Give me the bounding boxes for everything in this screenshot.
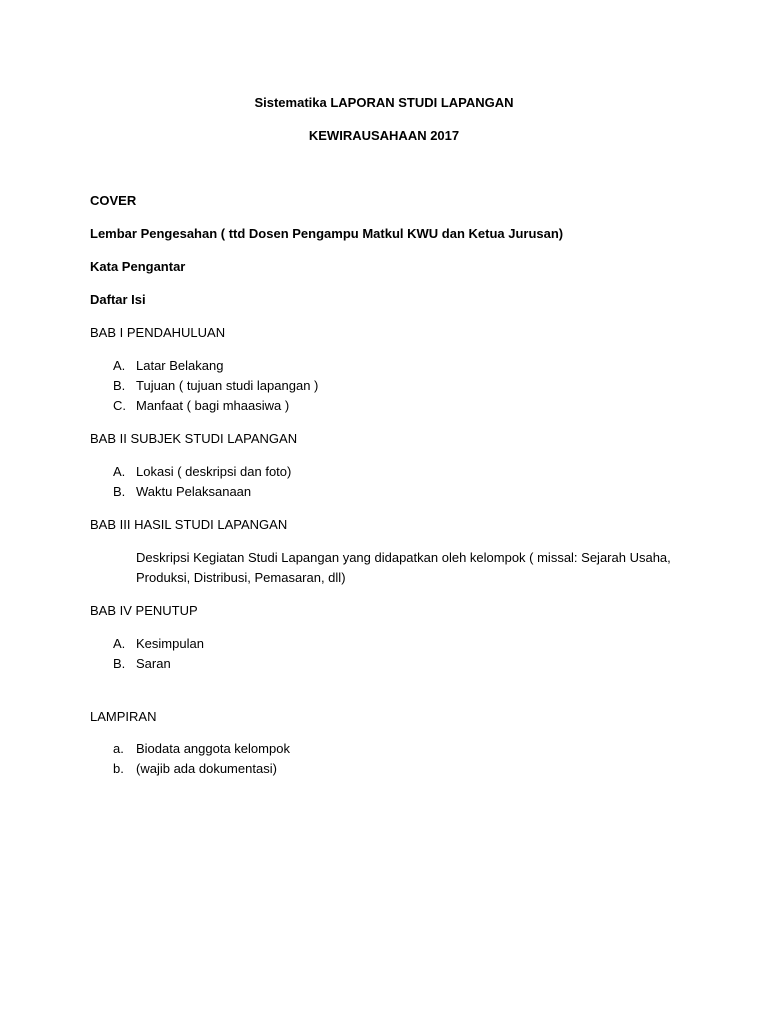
daftar-isi-heading: Daftar Isi xyxy=(90,292,146,307)
list-text: Biodata anggota kelompok xyxy=(136,741,290,756)
list-text: Latar Belakang xyxy=(136,358,224,373)
list-text: (wajib ada dokumentasi) xyxy=(136,761,277,776)
document-subtitle: KEWIRAUSAHAAN 2017 xyxy=(308,128,460,143)
list-text: Saran xyxy=(136,656,171,671)
paragraph-line: Deskripsi Kegiatan Studi Lapangan yang didapatkan oleh kelompok ( missal: Sejarah Usaha, xyxy=(136,550,671,565)
list-marker: B. xyxy=(113,484,126,499)
list-marker: A. xyxy=(113,636,126,651)
list-text: Kesimpulan xyxy=(136,636,204,651)
bab1-heading: BAB I PENDAHULUAN xyxy=(90,325,226,340)
list-marker: B. xyxy=(113,656,126,671)
list-marker: A. xyxy=(113,464,126,479)
list-marker: C. xyxy=(113,398,126,413)
list-marker: b. xyxy=(113,761,124,776)
paragraph-line: Produksi, Distribusi, Pemasaran, dll) xyxy=(136,570,346,585)
lampiran-heading: LAMPIRAN xyxy=(90,709,157,724)
pengesahan-heading: Lembar Pengesahan ( ttd Dosen Pengampu Matkul KWU dan Ketua Jurusan) xyxy=(90,226,564,241)
cover-heading: COVER xyxy=(90,193,137,208)
document-title: Sistematika LAPORAN STUDI LAPANGAN xyxy=(254,95,514,110)
list-marker: A. xyxy=(113,358,126,373)
list-text: Lokasi ( deskripsi dan foto) xyxy=(136,464,292,479)
bab3-heading: BAB III HASIL STUDI LAPANGAN xyxy=(90,517,288,532)
bab2-heading: BAB II SUBJEK STUDI LAPANGAN xyxy=(90,431,298,446)
bab4-heading: BAB IV PENUTUP xyxy=(90,603,198,618)
bab3-paragraph xyxy=(136,548,696,588)
list-marker: B. xyxy=(113,378,126,393)
kata-pengantar-heading: Kata Pengantar xyxy=(90,259,186,274)
list-text: Waktu Pelaksanaan xyxy=(136,484,252,499)
list-text: Manfaat ( bagi mhaasiwa ) xyxy=(136,398,290,413)
list-text: Tujuan ( tujuan studi lapangan ) xyxy=(136,378,319,393)
list-marker: a. xyxy=(113,741,124,756)
